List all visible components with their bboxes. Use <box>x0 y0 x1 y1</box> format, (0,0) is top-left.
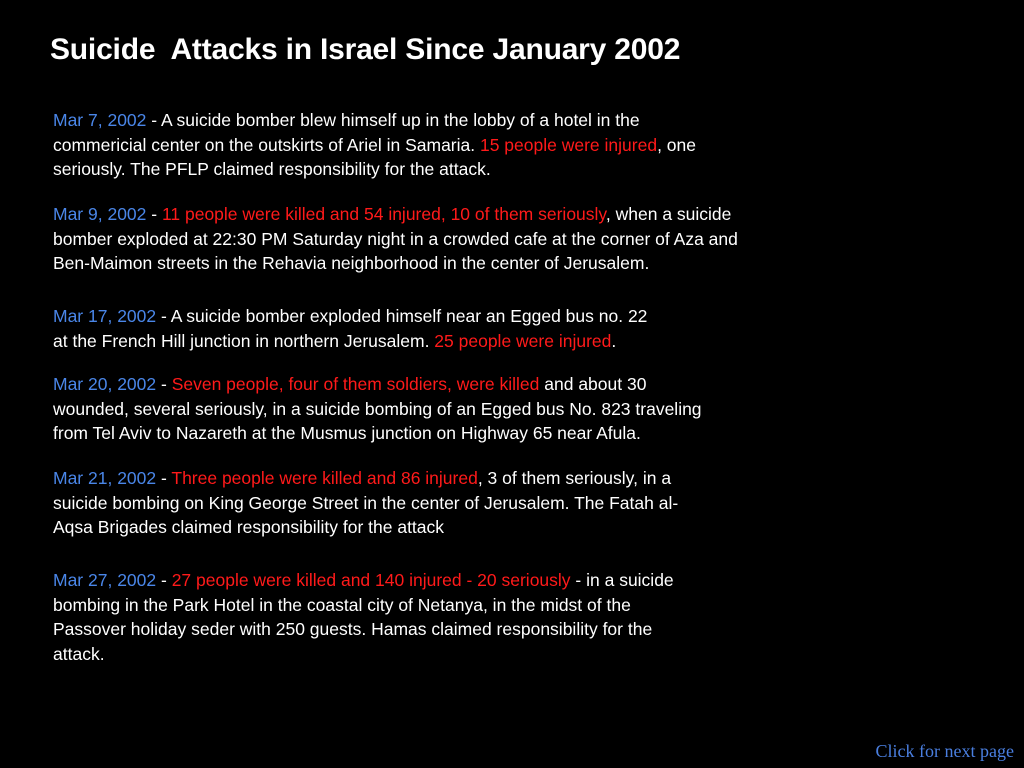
entry-dash: - <box>156 468 172 488</box>
entry-casualties: Seven people, four of them soldiers, were killed <box>171 374 540 394</box>
entry-text: Passover holiday seder with 250 guests. Hamas claimed responsibility for the <box>53 619 653 639</box>
next-page-link[interactable]: Click for next page <box>875 741 1014 761</box>
entry-text: commericial center on the outskirts of Ariel in Samaria. <box>53 134 480 155</box>
entry-text: suicide bombing on King George Street in the center of Jerusalem. The Fatah al- <box>53 492 679 513</box>
entry-dash: - <box>156 374 172 394</box>
entry-casualties: 27 people were killed and 140 injured - 20 seriously <box>171 570 571 590</box>
entry-text: Ben-Maimon streets in the Rehavia neighborhood in the center of Jerusalem. <box>53 253 650 273</box>
entry-date: Mar 17, 2002 <box>53 306 157 326</box>
entry-mar-20 <box>53 372 702 446</box>
entry-text: . <box>611 330 617 351</box>
entry-casualties: 11 people were killed and 54 injured, 10 of them seriously <box>161 204 606 224</box>
entry-text: at the French Hill junction in northern Jerusalem. <box>53 330 435 351</box>
entry-text: bombing in the Park Hotel in the coastal city of Netanya, in the midst of the <box>53 594 631 615</box>
entry-mar-17 <box>53 304 647 353</box>
entry-casualties: 15 people were injured <box>479 134 658 155</box>
entry-mar-21 <box>53 466 678 540</box>
entry-mar-7 <box>53 108 696 182</box>
entry-date: Mar 21, 2002 <box>53 468 157 488</box>
entry-date: Mar 9, 2002 <box>53 204 147 224</box>
entry-text: - in a suicide <box>570 570 674 590</box>
entry-text: and about 30 <box>539 374 647 394</box>
entry-text: seriously. The PFLP claimed responsibility for the attack. <box>53 159 491 179</box>
entry-dash: - <box>146 204 162 224</box>
page-title: Suicide Attacks in Israel Since January 2002 <box>50 33 681 66</box>
entry-text: Aqsa Brigades claimed responsibility for the attack <box>53 517 445 537</box>
entry-text: - A suicide bomber blew himself up in the lobby of a hotel in the <box>146 110 640 130</box>
entry-dash: - <box>156 570 172 590</box>
entry-mar-9 <box>53 202 738 276</box>
entry-mar-27 <box>53 568 674 666</box>
entry-date: Mar 27, 2002 <box>53 570 157 590</box>
entry-text: attack. <box>53 643 105 664</box>
entry-casualties: 25 people were injured <box>434 330 612 351</box>
entry-date: Mar 7, 2002 <box>53 110 147 130</box>
entry-text: , 3 of them seriously, in a <box>477 468 672 488</box>
entry-casualties: Three people were killed and 86 injured <box>171 468 478 488</box>
entry-text: from Tel Aviv to Nazareth at the Musmus junction on Highway 65 near Afula. <box>53 423 641 443</box>
entry-text: , one <box>657 134 696 155</box>
entry-text: bomber exploded at 22:30 PM Saturday night in a crowded cafe at the corner of Aza and <box>53 228 738 249</box>
entry-date: Mar 20, 2002 <box>53 374 157 394</box>
entry-text: - A suicide bomber exploded himself near an Egged bus no. 22 <box>156 306 648 326</box>
entry-text: , when a suicide <box>605 204 732 224</box>
entry-text: wounded, several seriously, in a suicide bombing of an Egged bus No. 823 traveling <box>53 398 702 419</box>
